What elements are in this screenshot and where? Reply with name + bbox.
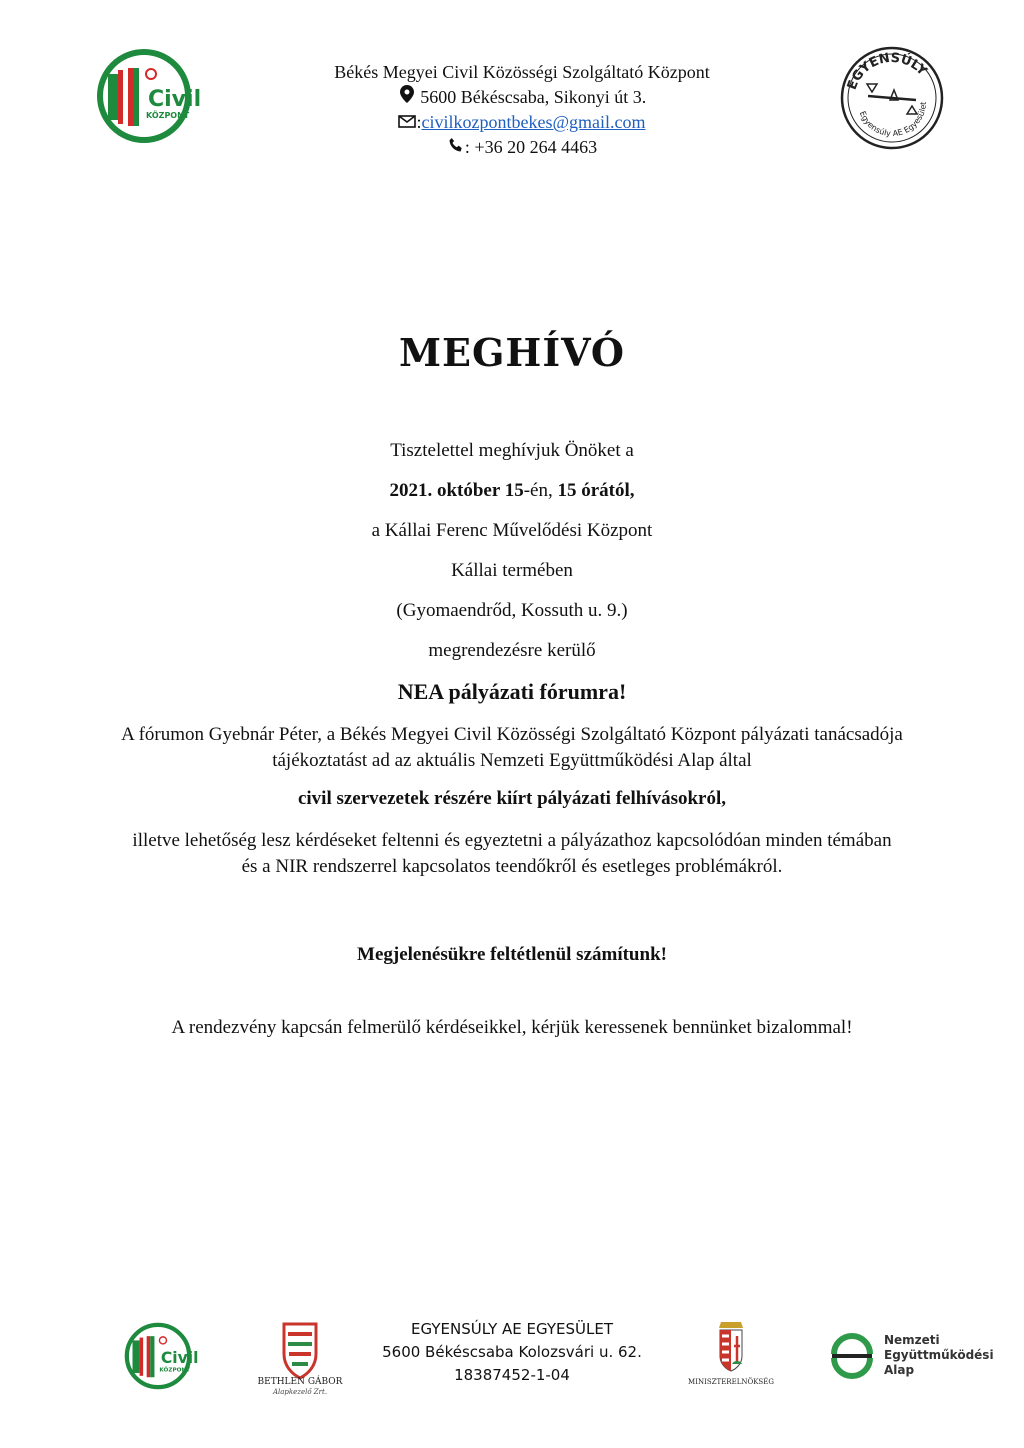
footer-address	[362, 1318, 662, 1387]
ministry-coat-of-arms-logo	[676, 1316, 786, 1390]
org-name: Békés Megyei Civil Közösségi Szolgáltató Központ	[334, 62, 710, 82]
svg-text:Alapkezelő Zrt.: Alapkezelő Zrt.	[272, 1388, 328, 1396]
email-link[interactable]: civilkozpontbekes@gmail.com	[421, 112, 646, 132]
svg-text:MINISZTERELNÖKSÉG: MINISZTERELNÖKSÉG	[688, 1378, 774, 1386]
svg-text:KÖZPONT: KÖZPONT	[146, 111, 190, 120]
venue-line: a Kállai Ferenc Művelődési Központ	[371, 520, 653, 541]
venue-address-line: (Gyomaendrőd, Kossuth u. 9.)	[396, 600, 628, 621]
svg-text:BETHLEN GÁBOR: BETHLEN GÁBOR	[257, 1377, 343, 1387]
highlight-line: civil szervezetek részére kiírt pályázati felhívásokról,	[297, 788, 727, 809]
footer-org: EGYENSÚLY AE EGYESÜLET	[410, 1320, 613, 1338]
page-title: MEGHÍVÓ	[398, 330, 626, 375]
location-pin-icon	[398, 85, 416, 110]
header-contact	[262, 60, 782, 160]
phone-line: : +36 20 264 4463	[262, 135, 782, 160]
invite-line: Tisztelettel meghívjuk Önöket a	[390, 440, 634, 461]
address-line: 5600 Békéscsaba, Sikonyi út 3.	[262, 85, 782, 110]
svg-text:KÖZPONT: KÖZPONT	[159, 1367, 191, 1374]
phone-icon	[447, 135, 465, 160]
footer-street: 5600 Békéscsaba Kolozsvári u. 62.	[382, 1343, 642, 1361]
svg-text:EGYENSÚLY: EGYENSÚLY	[844, 50, 930, 92]
egyensuly-seal-logo	[838, 44, 946, 152]
nea-logo	[826, 1328, 878, 1380]
envelope-icon	[398, 110, 416, 135]
footer-tax-id: 18387452-1-04	[454, 1366, 570, 1384]
civil-kozpont-footer-logo	[124, 1322, 199, 1390]
svg-text:Egyensúly AE Egyesület: Egyensúly AE Egyesület	[857, 101, 929, 139]
organized-line: megrendezésre kerülő	[428, 640, 596, 661]
logo-text: Civil	[148, 87, 202, 112]
svg-text:Civil: Civil	[160, 1349, 199, 1368]
room-line: Kállai termében	[451, 560, 573, 581]
description-paragraph: A fórumon Gyebnár Péter, a Békés Megyei Civil Közösségi Szolgáltató Központ pályázati tanácsadója tájékoztatást ad az aktuális Nemzeti Együttműködési Alap által	[121, 724, 903, 771]
forum-heading: NEA pályázati fórumra!	[397, 679, 627, 704]
date-line: 2021. október 15-én, 15 órától,	[389, 480, 635, 501]
closing-line: Megjelenésükre feltétlenül számítunk!	[357, 944, 667, 965]
nea-label: Nemzeti Együttműködési Alap	[884, 1333, 994, 1377]
bethlen-gabor-logo	[256, 1320, 344, 1398]
civil-kozpont-logo	[96, 48, 202, 144]
details-paragraph: illetve lehetőség lesz kérdéseket feltenni és egyeztetni a pályázathoz kapcsolódóan minden témában és a NIR rendszerrel kapcsolatos teendőkről és esetleges problémákról.	[132, 830, 892, 877]
email-line: :civilkozpontbekes@gmail.com	[262, 110, 782, 135]
contact-line: A rendezvény kapcsán felmerülő kérdéseikkel, kérjük keressenek bennünket bizalommal!	[171, 1017, 853, 1038]
